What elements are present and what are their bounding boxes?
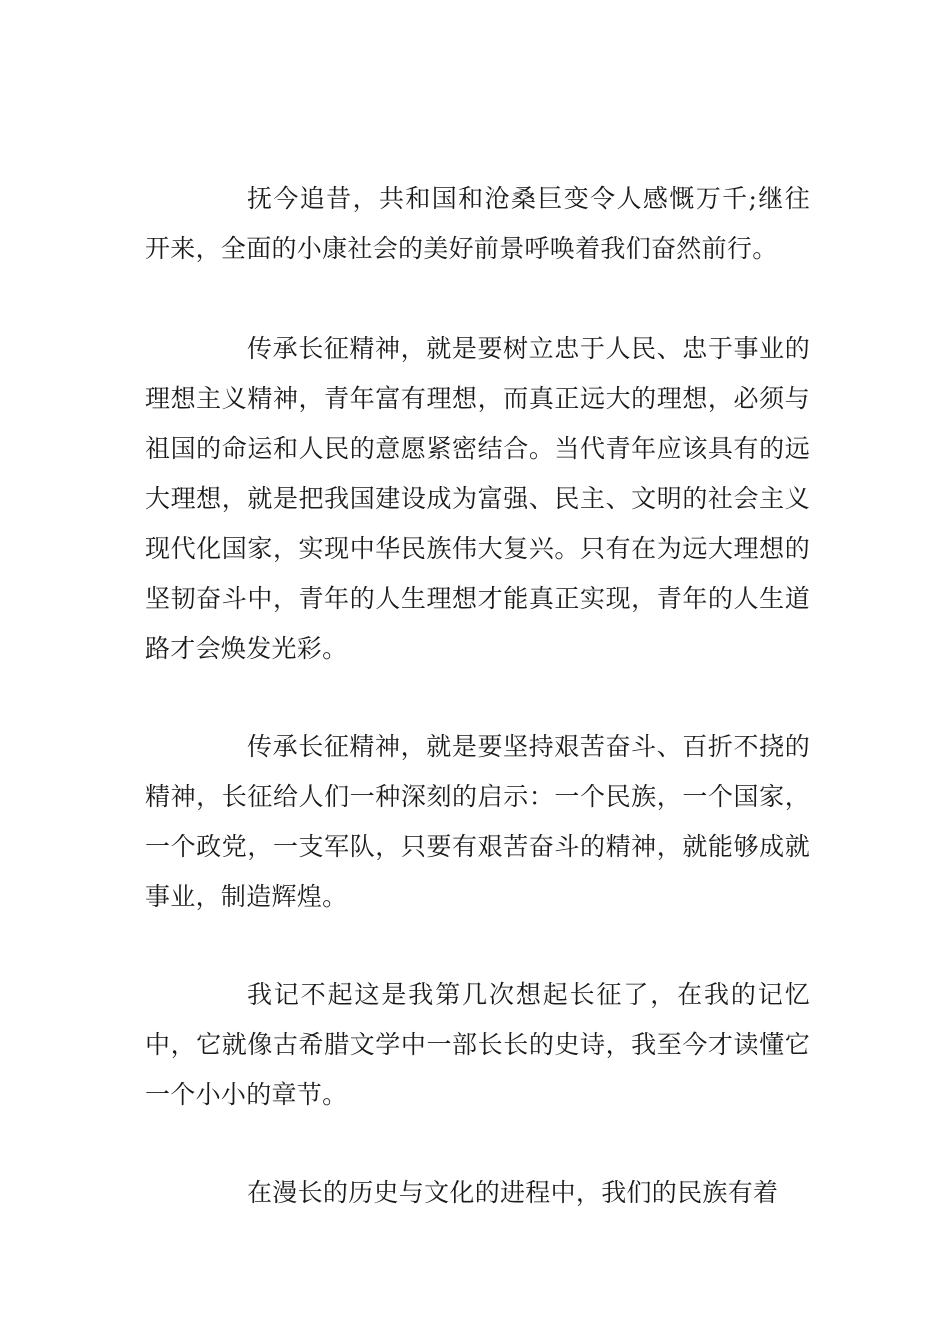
paragraph-5: 在漫长的历史与文化的进程中，我们的民族有着 — [247, 1178, 779, 1207]
paragraph-2: 传承长征精神，就是要树立忠于人民、忠于事业的理想主义精神，青年富有理想，而真正远大的理想，必须与祖国的命运和人民的意愿紧密结合。当代青年应该具有的远大理想，就是把我国建设成为富强、民主、文明的社会主义现代化国家，实现中华民族伟大复兴。只有在为远大理想的坚韧奋斗中，青年的人生理想才能真正实现，青年的人生道路才会焕发光彩。 — [145, 334, 810, 663]
paragraph-1: 抚今追昔，共和国和沧桑巨变令人感慨万千;继往开来，全面的小康社会的美好前景呼唤着我们奋然前行。 — [145, 184, 810, 263]
paragraph-3: 传承长征精神，就是要坚持艰苦奋斗、百折不挠的精神，长征给人们一种深刻的启示：一个民族，一个国家，一个政党，一支军队，只要有艰苦奋斗的精神，就能够成就事业，制造辉煌。 — [145, 732, 810, 911]
paragraph-4: 我记不起这是我第几次想起长征了，在我的记忆中，它就像古希腊文学中一部长长的史诗，我至今才读懂它一个小小的章节。 — [145, 980, 810, 1109]
